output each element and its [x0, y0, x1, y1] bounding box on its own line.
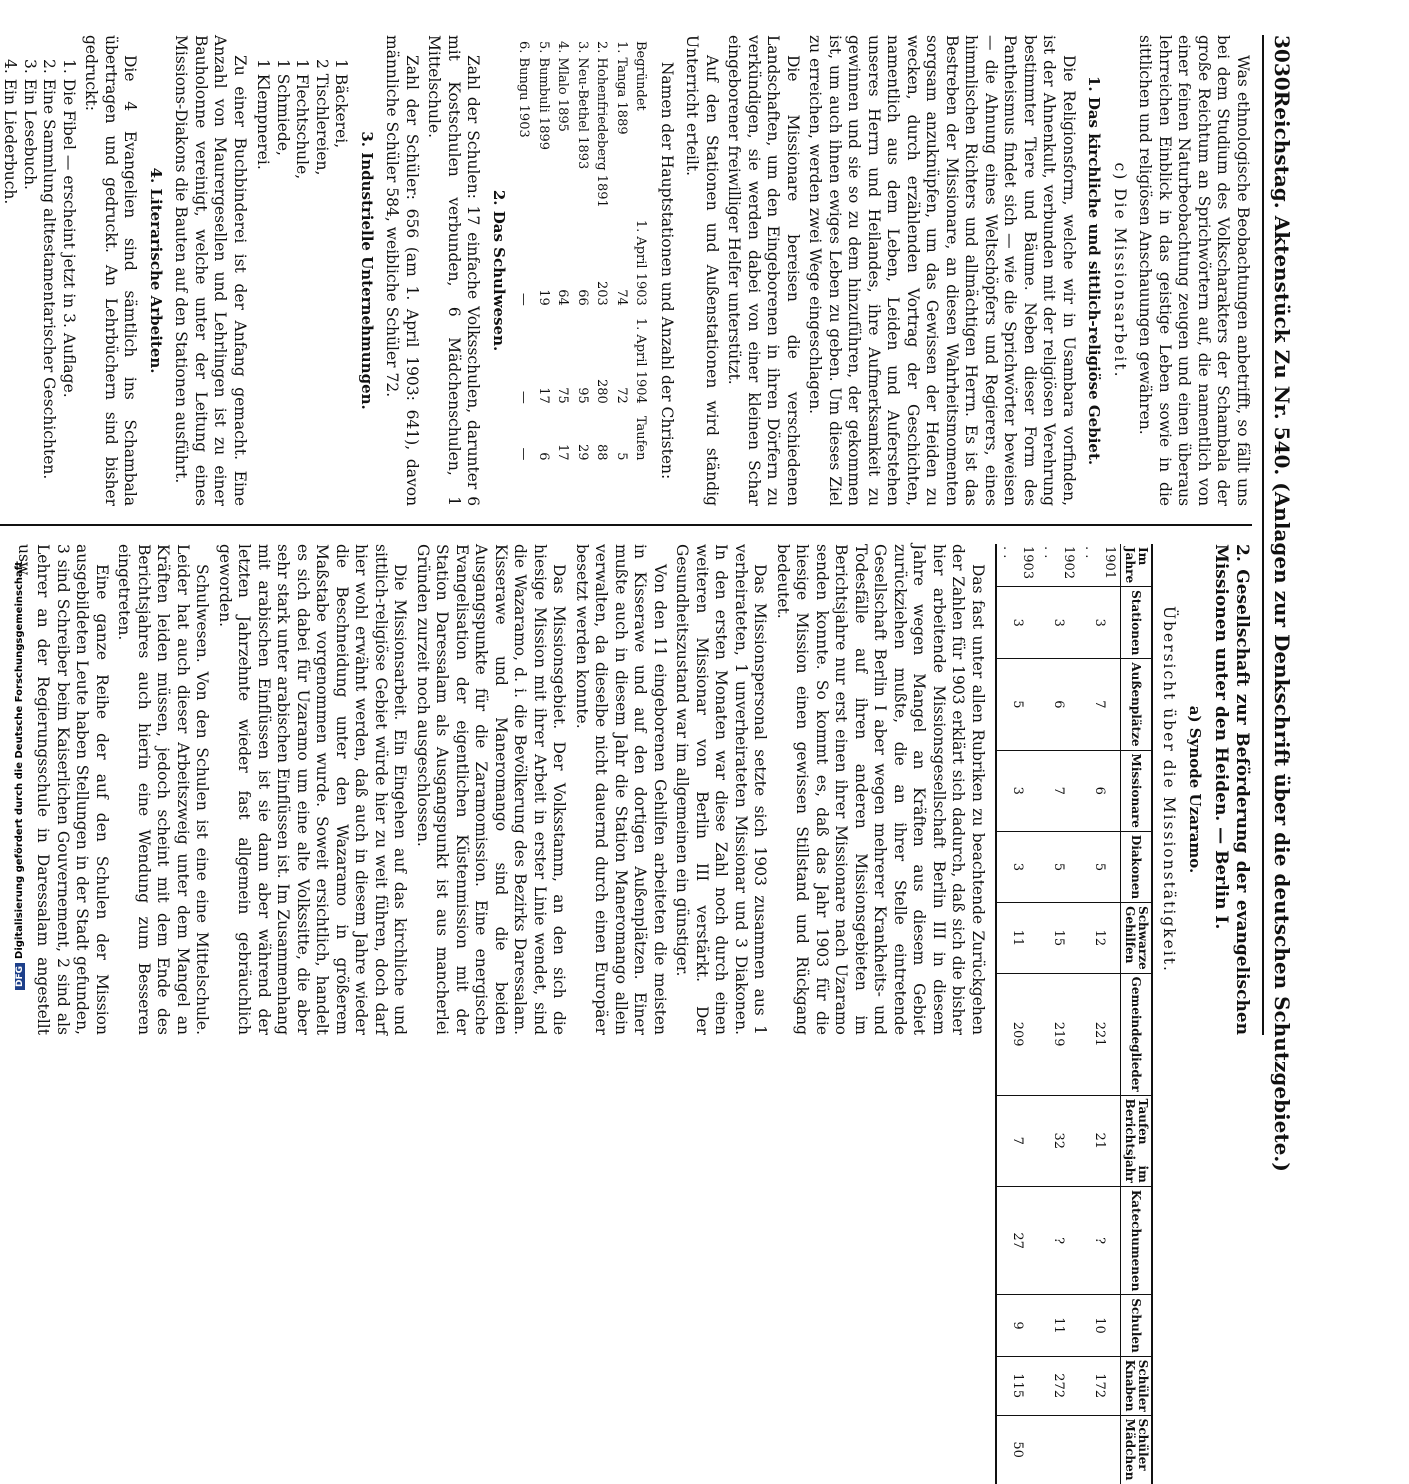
stations-table-header: [631, 35, 651, 466]
page-title: Reichstag. Aktenstück Zu Nr. 540. (Anlagen zur Denkschrift über die deutschen Schutzgebiete.): [1270, 90, 1294, 1172]
paragraph-schools: Zahl der Schulen: 17 einfache Volksschulen, darunter 6 mit Kostschulen verbunden, 6 Mädchenschulen, 1 Mittelschule.: [425, 35, 483, 507]
list-item: 2. Eine Sammlung alttestamentarischer Geschichten.: [40, 59, 59, 480]
stat-head-year: Im Jahre: [1121, 544, 1153, 587]
stations-head-founded: Begründet: [633, 41, 649, 111]
sub-heading-3: 3. Industrielle Unternehmungen.: [358, 131, 376, 410]
society-heading: 2. Gesellschaft zur Beförderung der evangelischen Missionen unter den Heiden. — Berlin I.: [1211, 544, 1252, 1035]
page-number: 3030: [1270, 35, 1294, 91]
synod-heading: a) Synode Uzaramo.: [1186, 705, 1204, 874]
statistics-table: [995, 544, 1153, 1484]
stations-head-baptisms: Taufen: [633, 415, 649, 461]
paragraph-stations: Auf den Stationen und Außenstationen wird ständig Unterricht erteilt.: [683, 35, 721, 507]
stat-head-baptisms: Taufen im Berichtsjahr: [1121, 1095, 1153, 1186]
stations-table: [514, 35, 651, 466]
stat-cell: 12: [1079, 903, 1121, 974]
sub-heading-2: 2. Das Schulwesen.: [490, 189, 508, 352]
list-item: 1 Bäckerei,: [332, 59, 351, 149]
list-item: 1 Flechtschule,: [293, 59, 312, 180]
stat-cell: 3: [996, 587, 1038, 659]
station-baptisms: 5: [614, 452, 629, 461]
paragraph-graduates: Eine ganze Reihe der auf den Schulen der Mission ausgebildeten Leute haben Stellungen in der Stadt gefunden, 3 sind Schreiber beim Kaiserlichen Gouvernement, 2 sind als Lehrer an der Regierungsschule in Daressalam angestellt usw.: [15, 544, 111, 1035]
paragraph-pupils: Zahl der Schüler: 656 (am 1. April 1903: 641), davon männliche Schüler 584, weibliche Schüler 72.: [383, 35, 421, 507]
station-name: 4. Mlalo 1895: [555, 41, 571, 132]
stat-cell: 7: [1038, 750, 1079, 831]
station-1904: 17: [536, 387, 551, 404]
station-1904: 95: [575, 387, 590, 404]
list-item: 1 Klempnerei.: [254, 59, 273, 170]
list-item: 1. Die Fibel — erscheint jetzt in 3. Auflage.: [60, 59, 78, 398]
stations-table-caption: Namen der Hauptstationen und Anzahl der Christen:: [658, 61, 676, 480]
table-row: [1079, 544, 1121, 1484]
stat-cell: 1903 . .: [1000, 546, 1035, 580]
paragraph-religion: Die Religionsform, welche wir in Usambara vorfinden, ist der Ahnenkult, verbunden mit der religiösen Verehrung bestimmter Tiere und Bäume. Neben dieser Form des Pantheismus findet sich — wie die Sprichwörter beweisen — die Ahnung eines Weltschöpfers und Regierers, eines himmlischen Richters und allmächtigen Herrn. Es ist das Bestreben der Missionare, an diesen Wahrheitsmomenten sorgsam anzuknüpfen, um das Gewissen der Heiden zu wecken, durch erzählenden Vortrag der Geschichten, namentlich aus dem Leben, Leiden und Auferstehen unseres Herrn und Heilandes, ihre Aufmerksamkeit zu gewinnen und sie so zu dem hinzuführen, der gekommen ist, um auch ihnen ewiges Leben zu geben. Um dieses Ziel zu erreichen, werden zwei Wege eingeschlagen.: [806, 35, 1078, 507]
stations-head-1904: 1. April 1904: [633, 317, 649, 404]
stat-cell: ?: [1038, 1186, 1079, 1295]
list-item: 2 Tischlereien,: [313, 59, 331, 176]
stat-cell: 3: [1079, 587, 1121, 659]
stat-cell: 11: [1038, 1295, 1079, 1356]
left-column: [0, 35, 1252, 506]
stat-cell: [1038, 1415, 1079, 1483]
stat-cell: 7: [996, 1095, 1038, 1186]
station-baptisms: 17: [555, 443, 571, 461]
stat-head-schools: Schulen: [1121, 1295, 1153, 1356]
stat-cell: 172: [1079, 1356, 1121, 1415]
station-baptisms: 29: [575, 443, 590, 461]
stat-cell: 11: [996, 903, 1038, 974]
stat-cell: 5: [1038, 831, 1079, 902]
station-name: 6. Bungu 1903: [516, 41, 532, 138]
stat-head-outposts: Außenplätze: [1121, 659, 1153, 750]
station-1903: 203: [594, 280, 610, 306]
digitization-footer: [14, 0, 34, 990]
intro-paragraph: Was ethnologische Beobachtungen anbetrifft, so fällt uns bei dem Studium des Volkscharakters der Schambala der große Reichtum an Sprichwörtern auf, die namentlich von einer feinen Naturbeobachtung zeugen und einen überaus lehrreichen Einblick in das geistige Leben sowie in die sittlichen und religiösen Anschauungen gewähren.: [1136, 35, 1252, 507]
stat-cell: 3: [996, 750, 1038, 831]
station-1904: 75: [555, 387, 571, 404]
stat-cell: 10: [1079, 1295, 1121, 1356]
stat-cell: 6: [1079, 750, 1121, 831]
stat-cell: 1902 . .: [1041, 546, 1076, 580]
station-1903: —: [516, 292, 532, 306]
stat-head-deacons: Diakonen: [1121, 831, 1153, 902]
stat-head-stations: Stationen: [1121, 587, 1153, 659]
stat-cell: 3: [996, 831, 1038, 902]
station-name: 2. Hohenfriedeberg 1891: [594, 41, 610, 208]
station-baptisms: —: [516, 447, 532, 461]
paragraph-gospels: Die 4 Evangelien sind sämtlich ins Schambala übertragen und gedruckt. An Lehrbüchern sind bisher gedruckt:: [82, 35, 140, 507]
paragraph-mission-field: Das Missionsgebiet. Der Volksstamm, an den sich die hiesige Mission mit ihrer Arbeit in erster Linie wendet, sind die Wazaramo, d. i. die Bevölkerung des Bezirks Daressalam. Kisserawe und Maneromango sind die beiden Ausgangspunkte für die Zaramomission. Eine energische Evangelisation der eigentlichen Küstenmission mit der Station Daressalam als Ausgangspunkt ist aus mancherlei Gründen zurzeit noch ausgeschlossen.: [414, 544, 569, 1035]
industries-list: [253, 59, 351, 506]
dfg-logo: DFG: [15, 963, 25, 990]
paragraph-decline: Das fast unter allen Rubriken zu beachtende Zurückgehen der Zahlen für 1903 erklärt sich dadurch, daß sich die bisher hier arbeitende Missionsgesellschaft Berlin III in diesem Jahre wegen Mangel an Kräften aus diesem Gebiet zurückziehen mußte, die an ihrer Stelle eintretende Gesellschaft Berlin I aber wegen mehrerer Krankheits- und Todesfälle auf ihren anderen Missionsgebieten im Berichtsjahre nur erst einen ihrer Missionare nach Uzaramo senden konnte. So kommt es, daß das Jahr 1903 für die hiesige Mission einen gewissen Stillstand und Rückgang bedeutet.: [774, 544, 987, 1035]
station-baptisms: 88: [594, 443, 610, 461]
station-1904: —: [516, 390, 532, 404]
stat-cell: 219: [1038, 973, 1079, 1095]
stat-cell: 50: [996, 1415, 1038, 1483]
stat-cell: 21: [1079, 1095, 1121, 1186]
stat-head-members: Gemeindeglieder: [1121, 973, 1153, 1095]
column-divider: [0, 524, 1252, 526]
station-1903: 64: [555, 289, 571, 306]
stations-head-1903: 1. April 1903: [633, 219, 649, 306]
station-baptisms: 6: [536, 452, 551, 461]
stat-cell: 9: [996, 1295, 1038, 1356]
station-name: 1. Tanga 1889: [614, 41, 629, 135]
footer-text: Digitalisierung gefördert durch die Deutsche Forschungsgemeinschaft: [14, 561, 25, 959]
section-c-heading: c) Die Missionsarbeit.: [1111, 162, 1129, 379]
list-item: 1 Schmiede,: [274, 59, 292, 156]
paragraph-helpers: Von den 11 eingeborenen Gehilfen arbeiteten die meisten in Kisserawe und auf den dortigen Außenplätzen. Einer mußte auch in diesem Jahr die Station Maneromango allein verwalten, da dieselbe nicht dauernd durch einen Europäer besetzt werden konnte.: [573, 544, 669, 1035]
station-1903: 19: [536, 289, 551, 306]
table-row: [534, 35, 554, 466]
table-row: [514, 35, 534, 466]
sub-heading-1: 1. Das kirchliche und sittlich-religiöse Gebiet.: [1085, 75, 1104, 466]
list-item: 4. Ein Liederbuch.: [1, 59, 20, 205]
books-list: [0, 59, 78, 506]
paragraph-schools-right: Schulwesen. Von den Schulen ist eine eine Mittelschule. Leider hat auch dieser Arbeitszweig unter dem Mangel an Kräften leiden müssen, jedoch scheint mit dem Ende des Berichtsjahres auch hierin eine Wendung zum Besseren eingetreten.: [115, 544, 212, 1035]
stat-head-boys: Schüler Knaben: [1121, 1356, 1153, 1415]
stat-cell: 32: [1038, 1095, 1079, 1186]
overview-heading: Übersicht über die Missionstätigkeit.: [1160, 606, 1179, 973]
stat-cell: 272: [1038, 1356, 1079, 1415]
sub-heading-4: 4. Literarische Arbeiten.: [147, 167, 165, 374]
stat-cell: [1079, 1415, 1121, 1483]
list-item: 3. Ein Lesebuch.: [21, 59, 39, 190]
station-1903: 74: [614, 289, 629, 306]
stat-head-missionaries: Missionare: [1121, 750, 1153, 831]
stat-cell: 115: [996, 1356, 1038, 1415]
stat-head-girls: Schüler Mädchen: [1121, 1415, 1153, 1483]
stat-cell: 7: [1079, 659, 1121, 750]
stat-head-catechumens: Katechumenen: [1121, 1186, 1153, 1295]
stat-cell: 1901 . .: [1082, 546, 1117, 580]
stat-cell: 209: [996, 973, 1038, 1095]
station-name: 3. Neu-Bethel 1893: [575, 41, 590, 170]
station-1904: 72: [614, 387, 629, 404]
station-1904: 280: [594, 378, 610, 404]
paragraph-bookbinding: Zu einer Buchbinderei ist der Anfang gemacht. Eine Anzahl von Maurergesellen und Lehrlingen ist zu einer Bauholonne vereinigt, welche unter der Leitung eines Missions-Diakons die Bauten auf den Stationen ausführt.: [172, 35, 249, 507]
paragraph-missionaries: Die Missionare bereisen die verschiedenen Landschaften, um den Eingeborenen in ihren Dörfern zu verkündigen, sie werden dabei von einer kleinen Schar eingeborener freiwilliger Helfer unterstützt.: [725, 35, 802, 507]
stat-head-helpers: Schwarze Gehilfen: [1121, 903, 1153, 974]
stat-cell: 3: [1038, 587, 1079, 659]
right-column: [0, 544, 1252, 1481]
stat-cell: 15: [1038, 903, 1079, 974]
columns: [0, 35, 1252, 1481]
table-row: [612, 35, 632, 466]
stat-cell: 221: [1079, 973, 1121, 1095]
station-1903: 66: [575, 289, 590, 306]
station-name: 5. Bumbuli 1899: [536, 41, 551, 151]
statistics-header: [1121, 544, 1153, 1484]
table-row: [996, 544, 1038, 1484]
stat-cell: 27: [996, 1186, 1038, 1295]
stat-cell: 6: [1038, 659, 1079, 750]
table-row: [592, 35, 612, 466]
paragraph-mission-work: Die Missionsarbeit. Ein Eingehen auf das kirchliche und sittlich-religiöse Gebiet würde hier zu weit führen, doch darf hier wohl erwähnt werden, daß auch in diesem Jahre wieder die Beschneidung unter den Wazaramo in größerem Maßstabe vorgenommen wurde. Soweit ersichtlich, handelt es sich dabei für Uzaramo um eine alte Volkssitte, die aber sehr stark unter arabischen Einflüssen ist. Im Zusammenhang mit arabischen Einflüssen ist sie dann aber während der letzten Jahrzehnte wieder fast allgemein gebräuchlich geworden.: [216, 544, 410, 1035]
stat-cell: 5: [1079, 831, 1121, 902]
table-row: [1038, 544, 1079, 1484]
page-header: [1262, 35, 1300, 1172]
table-row: [573, 35, 593, 466]
paragraph-personnel: Das Missionspersonal setzte sich 1903 zusammen aus 1 verheirateten, 1 unverheirateten Missionar und 3 Diakonen. In den ersten Monaten war diese Zahl noch durch einen weiteren Missionar von Berlin III verstärkt. Der Gesundheitszustand war im allgemeinen ein günstiger.: [673, 544, 770, 1035]
stat-cell: 5: [996, 659, 1038, 750]
stat-cell: ?: [1079, 1186, 1121, 1295]
table-row: [553, 35, 573, 466]
document-page: [0, 35, 1300, 1481]
